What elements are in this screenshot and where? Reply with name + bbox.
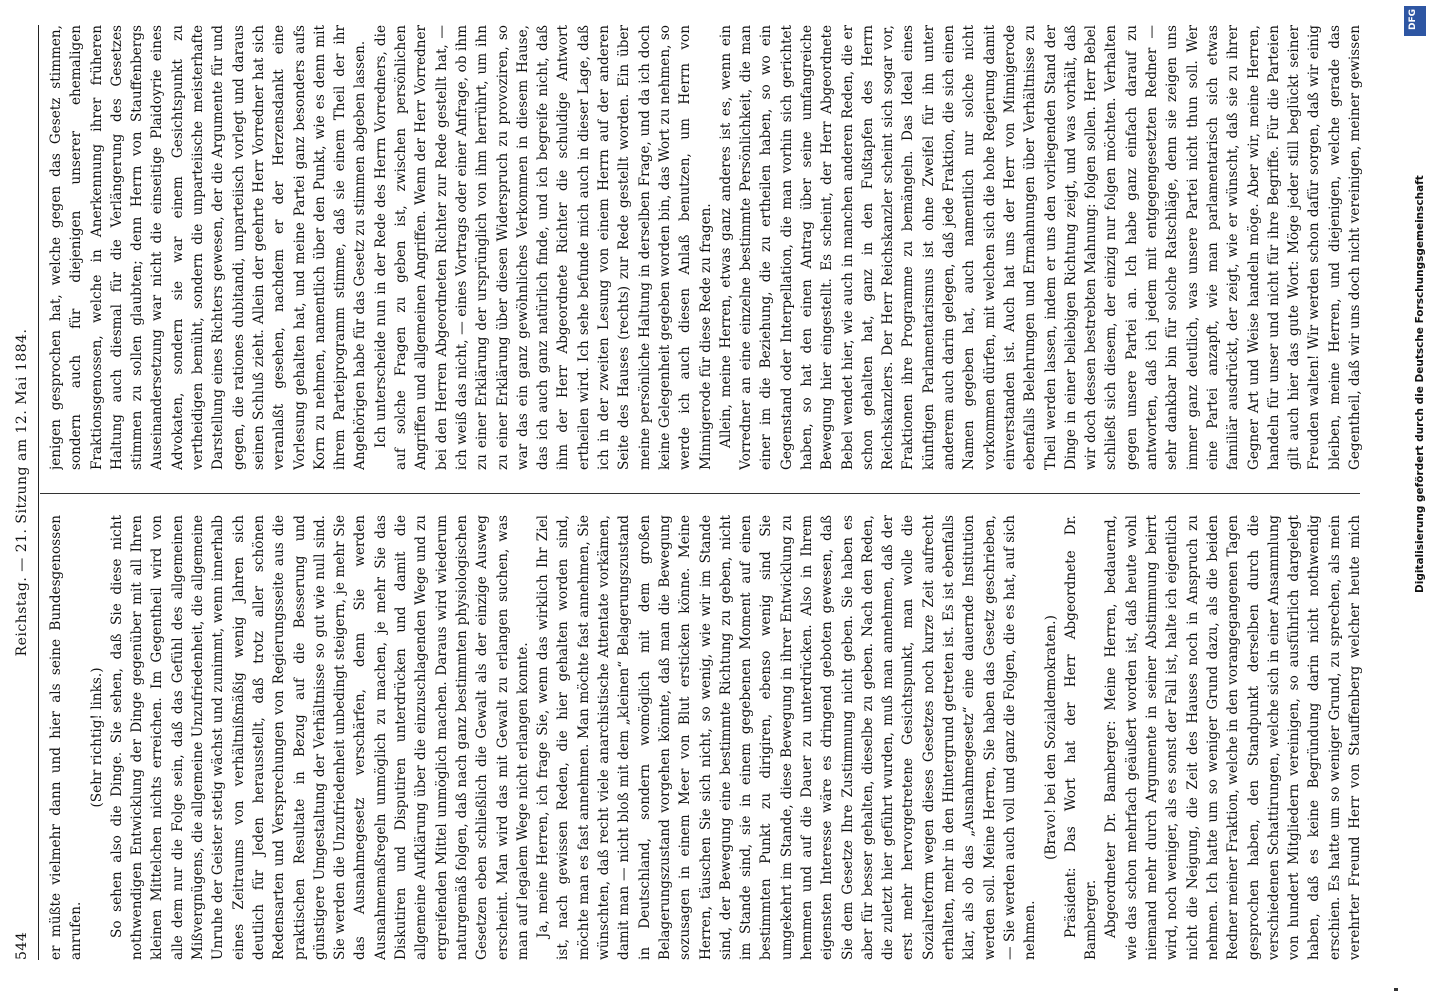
paragraph: Ich unterscheide nun in der Rede des Herrn Vorredners, die auf solche Fragen zu geben ist, zwischen persönlichen Angriffen und allgemeinen Angriffen. Wenn der Herr Vorredner bei den Herren Abgeordneten Richter zur Rede gestellt hat, — ich weiß das nicht, — eines Vortrags oder einer Anfrage, ob ihm zu einer Erklärung der ursprünglich von ihm herrührt, um ihn zu einer Erklärung über diesen Widerspruch zu provoziren, so war das ein ganz gewöhnliches Verkommen in diesem Hause, das ich auch ganz natürlich finde, und ich begreife nicht, daß ihm der Herr Abgeordnete Richter die schuldige Antwort ertheilen wird. Ich sehe befunde mich auch in dieser Lage, daß ich in der zweiten Lesung von einem Herrn auf der anderen Seite des Hauses (rechts) zur Rede gestellt worden. Ein über meine persönliche Haltung in derselben Frage, und da ich doch keine Gelegenheit gegeben worden bin, das Wort zu nehmen, so werde ich auch diesen Anlaß benutzen, um Herrn von Minnigerode für diese Rede zu fragen. bbox=[372, 25, 714, 470]
interjection: (Sehr richtig! links.) bbox=[88, 667, 105, 808]
paragraph: er müßte vielmehr dann und hier als seine Bundesgenossen anrufen. bbox=[48, 515, 85, 960]
page-number: 544 bbox=[14, 931, 30, 960]
page-header bbox=[12, 25, 38, 960]
left-column bbox=[46, 515, 1366, 960]
imprint-text: Digitalisierung gefördert durch die Deutsche Forschungsgemeinschaft bbox=[1414, 175, 1426, 593]
paragraph: jenigen gesprochen hat, welche gegen das Gesetz stimmen, sondern auch für diejenigen unserer ehemaligen Fraktionsgenossen, welche in Anerkennung ihrer früheren Haltung auch diesmal für die Verlängerung des Gesetzes stimmen zu sollen glaubten; denn Herrn von Stauffenbergs Auseinandersetzung war nicht die einseitige Plaidoyrie eines Advokaten, sondern sie war einem Gesichtspunkt zu vertheidigen bemüht, sondern die unparteiische meisterhafte Darstellung eines Richters gewesen, der die Argumente für und gegen, die rationes dubitandi, unparteiisch vorlegt und daraus seinen Schluß zieht. Allein der geehrte Herr Vorredner hat sich veranlaßt gesehen, nachdem er der Herzensdankt eine Vorlesung gehalten hat, und meine Partei ganz besonders aufs Korn zu nehmen, namentlich über den Punkt, wie es denn mit ihrem Parteiprogramm stimme, daß sie einem Theil der ihr Angehörigen habe für das Gesetz zu stimmen abgeben lassen. bbox=[48, 25, 369, 470]
speaker-paragraph: Abgeordneter Dr. Bamberger: Meine Herren, bedauernd, wie das schon mehrfach geäußert worden ist, daß heute wohl niemand mehr durch Argumente in seiner Abstimmung beirrt wird, noch weniger, als es sonst der Fall ist, halte ich eigentlich nicht die Neigung, die Zeit des Hauses noch in Anspruch zu nehmen. Ich hatte um so weniger Grund dazu, als die beiden Redner meiner Fraktion, welche in den vorangegangenen Tagen gesprochen haben, den Standpunkt derselben durch die verschiedenen Schattirungen, welche sich in einer Ansammlung von hundert Mitgliedern vereinigen, so ausführlich dargelegt haben, daß es keine Begründung darin nicht nothwendig erschien. Es hatte um so weniger Grund, zu sprechen, als mein verehrter Freund Herr von Stauffenberg welcher heute mich bbox=[1103, 515, 1363, 960]
interjection: (Bravo! bei den Sozialdemokraten.) bbox=[1042, 615, 1059, 860]
paragraph: Allein, meine Herren, etwas ganz anderes ist es, wenn ein Vorredner an eine einzelne bestimmte Persönlichkeit, die man einer im die Beziehung, die zu ertheilen haben, so wo ein Gegenstand oder Interpellation, die man vorhin sich gerichtet haben, so hat den einen Antrag über seine umfangreiche Bewegung hier eingestellt. Es scheint, der Herr Abgeordnete Bebel wendet hier, wie auch in manchen anderen Reden, die er schon gehalten hat, ganz in den Fußtapfen des Herrn Reichskanzlers. Der Herr Reichskanzler scheint sich sogar vor, Fraktionen ihre Programme zu bemängeln. Das Ideal eines künftigen Parlamentarismus ist ohne Zweifel für ihn unter anderem auch darin gelegen, daß jede Fraktion, die sich einen Namen gegeben hat, auch namentlich nur solche nicht vorkommen dürfen, mit welchen sich die hohe Regierung damit einverstanden ist. Auch hat uns der Herr von Minnigerode ebenfalls Belehrungen und Ermahnungen über Verhältnisse zu Theil werden lassen, indem er uns den vorliegenden Stand der Dinge in einer beliebigen Richtung zeigt, und was vorhält, daß wir doch dessen bestrebten Mahnung: folgen sollen. Herr Bebel schließt sich diesem, der einzig nur folgen möchten. Verhalten gegen unsere Partei an. Ich habe ganz einfach darauf zu antworten, daß ich jedem mit entgegengesetzten Redner — sehr dankbar bin für solche Ratschläge, denn sie zeigen uns immer ganz deutlich, was unsere Partei nicht thun soll. Wer eine Partei anzapft, wie man parlamentarisch sich etwas familiär ausdrückt, der zeigt, wie er wünscht, daß sie zu ihrer Gegner Art und Weise handeln möge. Aber wir, meine Herren, handeln für unser und nicht für ihre Begriffe. Für die Parteien gilt auch hier das gute Wort: Möge jeder still beglückt seiner Freuden walten! Wir werden schon dafür sorgen, daß wir einig bleiben, meine Herren, und diejenigen, welche gerade das Gegentheil, daß wir uns doch nicht vereinigen, meiner gewissen bbox=[717, 25, 1363, 470]
paragraph: So sehen also die Dinge. Sie sehen, daß Sie diese nicht nothwendigen Entwicklung der Dinge gegenüber mit all Ihren kleinen Mittelchen nichts erreichen. Im Gegentheil wird von alle dem nur die Folge sein, daß das Gefühl des allgemeinen Mißvergnügens, die allgemeine Unzufriedenheit, die allgemeine Unruhe der Geister stetig wächst und zunimmt, wenn innerhalb eines Zeitraums von verhältnißmäßig wenig Jahren sich deutlich für Jeden herausstellt, daß trotz aller schönen Redensarten und Versprechungen von Regierungsseite aus die praktischen Resultate in Bezug auf die Besserung und günstigere Umgestaltung der Verhältnisse so gut wie null sind. Sie werden die Unzufriedenheit unbedingt steigern, je mehr Sie das Ausnahmegesetz verschärfen, denn Sie werden Ausnahmemaßregeln unmöglich zu machen, je mehr Sie das Diskutiren und Disputiren unterdrücken und damit die allgemeine Aufklärung über die einzuschlagenden Wege und zu ergreifenden Mittel unmöglich machen. Daraus wird wiederum naturgemäß folgen, daß nach ganz bestimmten physiologischen Gesetzen eben schließlich die Gewalt als der einzige Ausweg erscheint. Man wird das mit Gewalt zu erlangen suchen, was man auf legalem Wege nicht erlangen konnte. bbox=[108, 515, 531, 960]
digitization-imprint bbox=[1398, 0, 1428, 1000]
scan-speck bbox=[1394, 988, 1398, 991]
paragraph: Ja, meine Herren, ich frage Sie, wenn das wirklich Ihr Ziel ist, nach gewissen Reden, die hier gehalten worden sind, möchte man es fast annehmen. Man möchte fast annehmen, Sie wünschten, daß recht viele anarchistische Attentate vorkämen, damit man — nicht bloß mit dem „kleinen“ Belagerungszustand in Deutschland, sondern womöglich mit dem großen Belagerungszustand vorgehen könnte, daß man die Bewegung sozusagen in einem Meer von Blut ersticken könne. Meine Herren, täuschen Sie sich nicht, so wenig, wie wir im Stande sind, der Bewegung eine bestimmte Richtung zu geben, nicht im Stande sind, sie in einem gegebenen Moment auf einen bestimmten Punkt zu dirigiren, ebenso wenig sind Sie umgekehrt im Stande, diese Bewegung in ihrer Entwicklung zu hemmen und auf die Dauer zu unterdrücken. Also in Ihrem eigensten Interesse wäre es dringend geboten gewesen, daß Sie dem Gesetze Ihre Zustimmung nicht geben. Sie haben es aber für besser gehalten, dieselbe zu geben. Nach den Reden, die zuletzt hier geführt wurden, muß man annehmen, daß der erst mehr hervorgetretene Gesichtspunkt, man wolle die Sozialreform wegen dieses Gesetzes noch kurze Zeit aufrecht erhalten, mehr in den Hintergrund getreten ist. Es ist ebenfalls klar, als ob das „Ausnahmegesetz“ eine dauernde Institution werden soll. Meine Herren, Sie haben das Gesetz geschrieben, — Sie werden auch voll und ganz die Folgen, die es hat, auf sich nehmen. bbox=[535, 515, 1039, 960]
header-rule bbox=[38, 25, 39, 960]
column-separator bbox=[40, 493, 1360, 494]
dfg-logo bbox=[1404, 6, 1426, 36]
right-column bbox=[46, 25, 1366, 470]
running-head: Reichstag. — 21. Sitzung am 12. Mai 1884. bbox=[14, 328, 30, 657]
speaker-paragraph: Präsident: Das Wort hat der Herr Abgeordnete Dr. Bamberger. bbox=[1062, 515, 1100, 960]
dfg-logo-text: DFG bbox=[1408, 8, 1418, 30]
